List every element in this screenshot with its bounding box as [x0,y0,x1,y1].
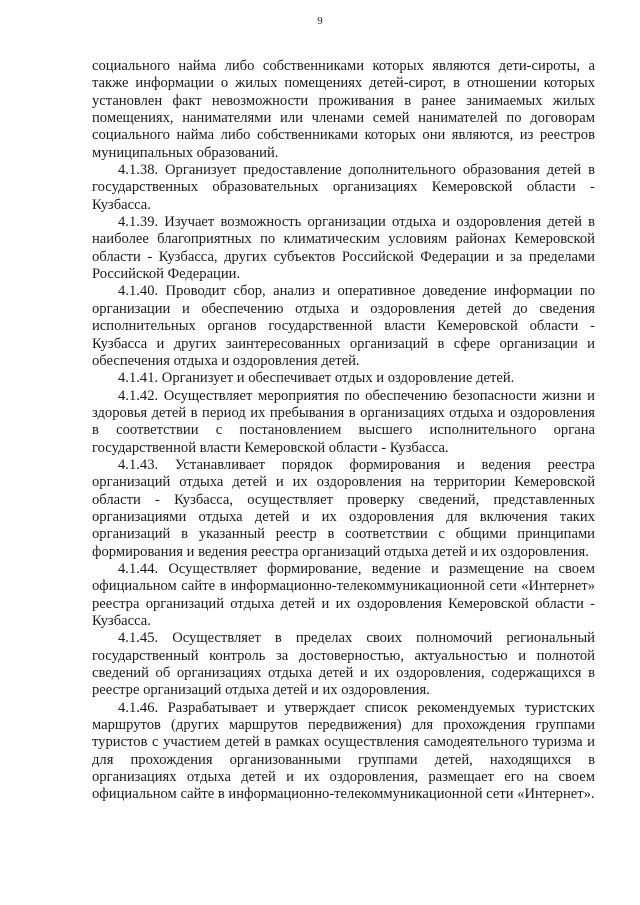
paragraph-continuation: социального найма либо собственниками которых являются дети-сироты, а также информации о жилых помещениях детей-сирот, в отношении которых установлен факт невозможности проживания в ранее занимаемых жилых помещениях, нанимателями или членами семей нанимателей по договорам социального найма либо собственниками которых они являются, из реестров муниципальных образований. [92,58,595,161]
paragraph-4-1-43: 4.1.43. Устанавливает порядок формирования и ведения реестра организаций отдыха детей и их оздоровления на территории Кемеровской области - Кузбасса, осуществляет проверку сведений, представленных организациями отдыха детей и их оздоровления для включения таких организаций в указанный реестр в соответствии с общими принципами формирования и ведения реестра организаций отдыха детей и их оздоровления. [92,456,595,560]
paragraph-4-1-39: 4.1.39. Изучает возможность организации отдыха и оздоровления детей в наиболее благоприятных по климатическим условиям районах Кемеровской области - Кузбасса, других субъектов Российской Федерации и за пределами Российской Федерации. [92,214,595,283]
paragraph-4-1-46: 4.1.46. Разрабатывает и утверждает список рекомендуемых туристских маршрутов (других маршрутов передвижения) для прохождения группами туристов с участием детей в рамках осуществления самодеятельного туризма и для прохождения организованными группами детей, находящихся в организациях отдыха детей и их оздоровления, размещает его на своем официальном сайте в информационно-телекоммуникационной сети «Интернет». [92,699,595,803]
paragraph-4-1-42: 4.1.42. Осуществляет мероприятия по обеспечению безопасности жизни и здоровья детей в период их пребывания в организациях отдыха и оздоровления в соответствии с постановлением высшего исполнительного органа государственной власти Кемеровской области - Кузбасса. [92,387,595,456]
paragraph-4-1-38: 4.1.38. Организует предоставление дополнительного образования детей в государственных образовательных организациях Кемеровской области - Кузбасса. [92,162,595,213]
paragraph-4-1-40: 4.1.40. Проводит сбор, анализ и оперативное доведение информации по организации и обеспечению отдыха и оздоровления детей до сведения исполнительных органов государственной власти Кемеровской области - Кузбасса и других заинтересованных организаций в сфере организации и обеспечения отдыха и оздоровления детей. [92,283,595,369]
paragraph-4-1-44: 4.1.44. Осуществляет формирование, ведение и размещение на своем официальном сайте в информационно-телекоммуникационной сети «Интернет» реестра организаций отдыха детей и их оздоровления Кемеровской области - Кузбасса. [92,560,595,629]
paragraph-4-1-45: 4.1.45. Осуществляет в пределах своих полномочий региональный государственный контроль за достоверностью, актуальностью и полнотой сведений об организациях отдыха детей и их оздоровления, содержащихся в реестре организаций отдыха детей и их оздоровления. [92,630,595,699]
paragraph-4-1-41: 4.1.41. Организует и обеспечивает отдых и оздоровление детей. [118,370,515,387]
document-body [92,58,595,804]
page-number: 9 [317,15,323,27]
